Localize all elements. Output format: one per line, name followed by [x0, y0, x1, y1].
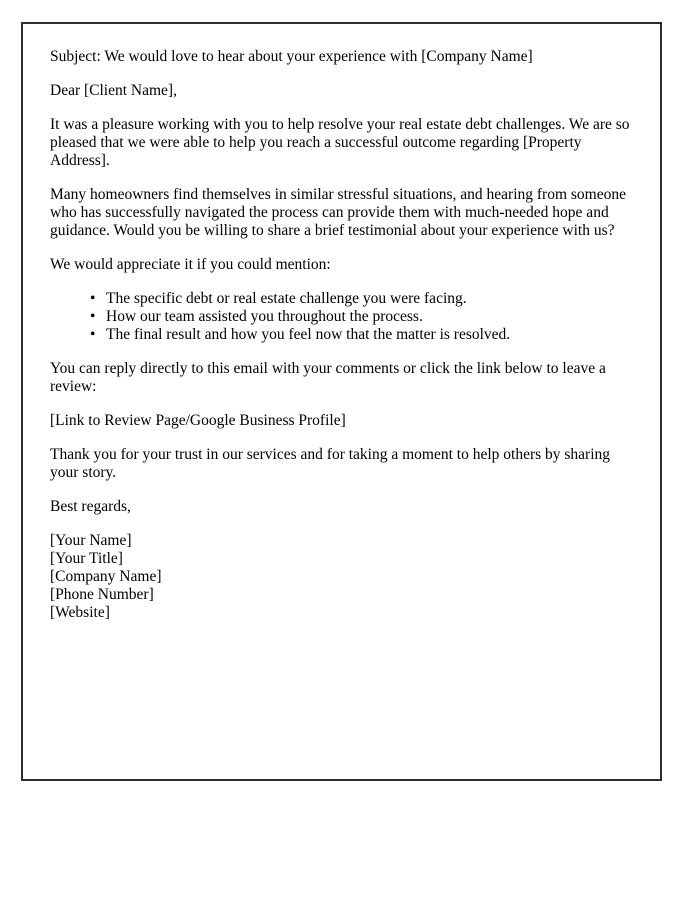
- subject-line: Subject: We would love to hear about your experience with [Company Name]: [50, 48, 533, 65]
- bullet-item: • The specific debt or real estate challenge you were facing.: [106, 290, 636, 308]
- signature-line-name: [Your Name]: [50, 532, 132, 549]
- signature-line-title: [Your Title]: [50, 550, 123, 567]
- salutation: Dear [Client Name],: [50, 82, 177, 99]
- bullet-item: • How our team assisted you throughout the process.: [106, 308, 636, 326]
- paragraph-intro: It was a pleasure working with you to help resolve your real estate debt challenges. We are so pleased that we were able to help you reach a successful outcome regarding [Property Address].: [50, 116, 630, 169]
- paragraph-mention-lead: We would appreciate it if you could mention:: [50, 256, 331, 273]
- bullet-item: • The final result and how you feel now that the matter is resolved.: [106, 326, 636, 344]
- signature-line-website: [Website]: [50, 604, 110, 621]
- review-link-placeholder: [Link to Review Page/Google Business Profile]: [50, 412, 346, 429]
- paragraph-reply: You can reply directly to this email with your comments or click the link below to leave a review:: [50, 360, 606, 395]
- signature-block: [50, 532, 636, 622]
- paragraph-request: Many homeowners find themselves in similar stressful situations, and hearing from someone who has successfully navigated the process can provide them with much-needed hope and guidance. Would you be willing to share a brief testimonial about your experience with us?: [50, 186, 626, 239]
- letter-frame: [21, 22, 662, 781]
- letter-body: [50, 48, 636, 622]
- signature-line-phone: [Phone Number]: [50, 586, 154, 603]
- closing: Best regards,: [50, 498, 131, 515]
- signature-line-company: [Company Name]: [50, 568, 162, 585]
- mention-bullet-list: [50, 290, 636, 344]
- paragraph-thanks: Thank you for your trust in our services and for taking a moment to help others by sharing your story.: [50, 446, 611, 481]
